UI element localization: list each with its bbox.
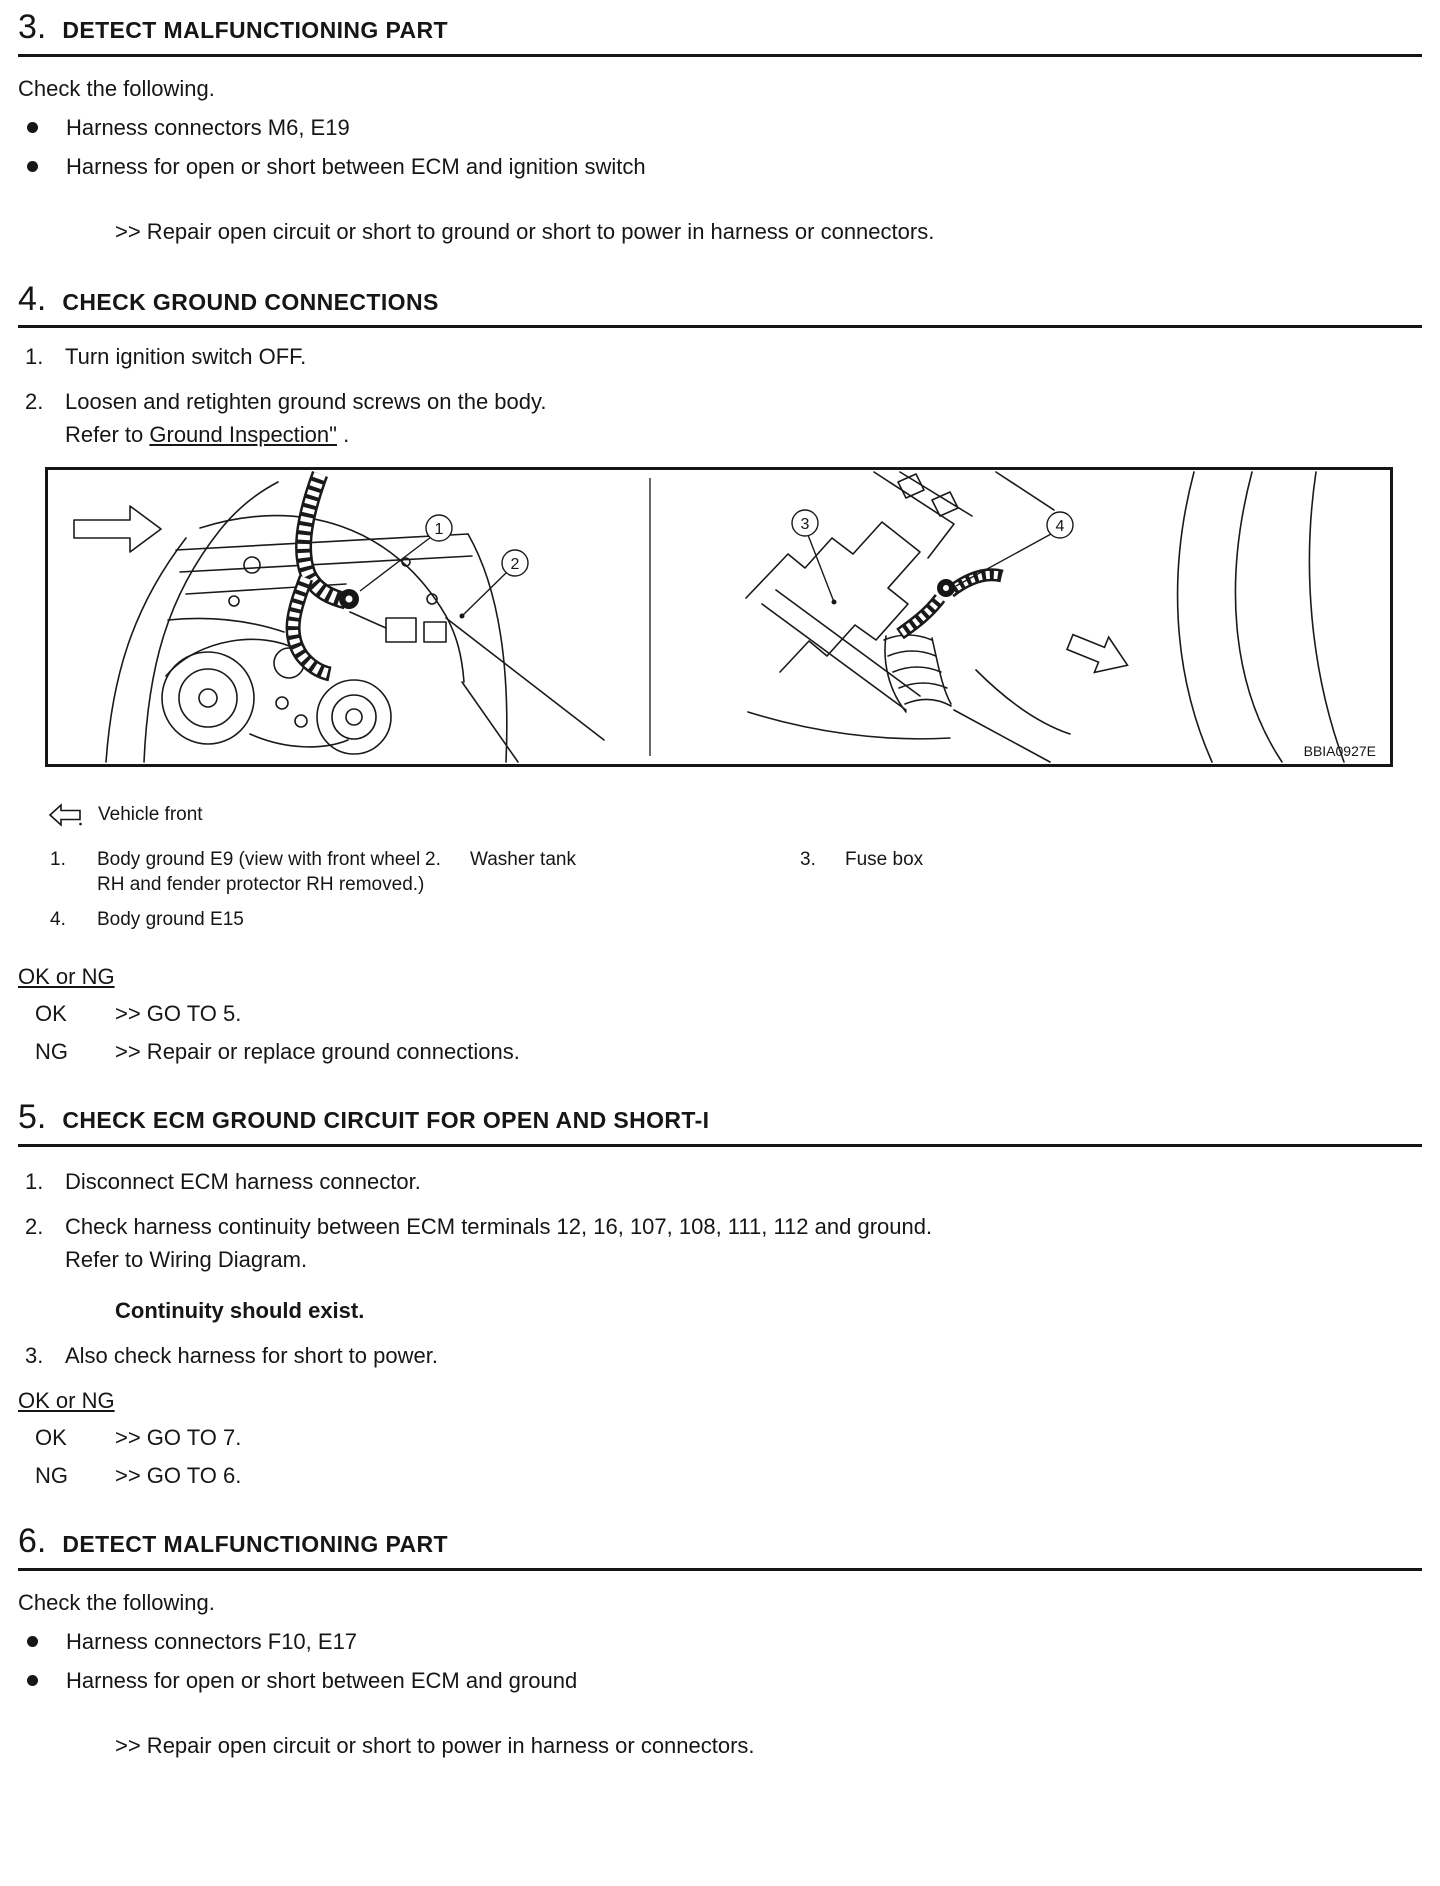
ground-inspection-link[interactable]: Ground Inspection": [149, 422, 337, 448]
legend-number: 2.: [425, 849, 441, 871]
numbered-item: [18, 340, 1422, 373]
ok-or-ng-label: OK or NG: [18, 964, 115, 990]
numbered-item: [18, 1210, 1422, 1276]
item-number: 2.: [25, 389, 44, 415]
step-number: 3.: [18, 8, 47, 46]
emphasis-text: Continuity should exist.: [115, 1298, 365, 1324]
numbered-item: [18, 385, 1422, 451]
figure-callout-3: 3: [800, 516, 810, 534]
ground-location-figure: [45, 467, 1393, 767]
step-title: DETECT MALFUNCTIONING PART: [62, 1531, 448, 1558]
figure-illustration: [48, 470, 1390, 764]
item-number: 2.: [25, 1214, 44, 1240]
step-4-section: [18, 279, 1422, 1067]
section-rule: [18, 1144, 1422, 1147]
direction-arrow-icon: [1063, 625, 1135, 683]
step-title: DETECT MALFUNCTIONING PART: [62, 17, 448, 43]
result-text: >> GO TO 5.: [115, 1001, 242, 1027]
result-text: >> GO TO 6.: [115, 1463, 242, 1489]
bullet-item: [18, 1625, 1422, 1658]
result-label: OK: [35, 1425, 67, 1451]
legend-number: 4.: [50, 909, 66, 931]
action-text: >> Repair open circuit or short to ground or short to power in harness or connectors.: [115, 218, 935, 244]
bullet-icon: [27, 1636, 38, 1647]
item-text: [65, 385, 546, 451]
result-label: NG: [35, 1463, 68, 1489]
step-5-header: [18, 1100, 1422, 1136]
legend-text: Washer tank: [470, 849, 576, 871]
step-number: 4.: [18, 279, 47, 318]
item-number: 1.: [25, 344, 44, 370]
item-number: 3.: [25, 1343, 44, 1369]
legend-number: 1.: [50, 849, 66, 871]
legend-text: Body ground E9 (view with front wheel RH and fender protector RH removed.): [97, 849, 425, 896]
result-row: [18, 1461, 1422, 1490]
bullet-item: [18, 1664, 1422, 1697]
item-number: 1.: [25, 1169, 44, 1195]
step-3-section: [18, 10, 1422, 248]
action-text: >> Repair open circuit or short to power in harness or connectors.: [115, 1732, 755, 1758]
item-text: [65, 1210, 932, 1276]
intro-text: Check the following.: [18, 1589, 215, 1615]
bullet-text: Harness connectors F10, E17: [66, 1628, 358, 1654]
bullet-item: [18, 111, 1422, 144]
figure-callout-4: 4: [1055, 518, 1065, 536]
step-5-section: [18, 1100, 1422, 1490]
legend-text: Body ground E15: [97, 909, 244, 931]
step-3-header: [18, 10, 1422, 46]
numbered-item: [18, 1165, 1422, 1198]
item-text-line1: Check harness continuity between ECM terminals 12, 16, 107, 108, 111, 112 and ground.: [65, 1214, 933, 1240]
item-text: Turn ignition switch OFF.: [65, 344, 307, 370]
legend-number: 3.: [800, 849, 816, 871]
result-text: >> GO TO 7.: [115, 1425, 242, 1451]
result-row: [18, 999, 1422, 1028]
item-text-line1: Loosen and retighten ground screws on the body.: [65, 389, 547, 415]
result-row: [18, 1423, 1422, 1452]
bullet-icon: [27, 1675, 38, 1686]
direction-arrow-icon: [74, 506, 161, 552]
item-text: Also check harness for short to power.: [65, 1343, 438, 1369]
item-text-line2: Refer to Wiring Diagram.: [65, 1247, 308, 1273]
result-row: [18, 1037, 1422, 1066]
ok-or-ng-label: OK or NG: [18, 1388, 115, 1414]
refer-suffix: .: [336, 422, 350, 448]
legend-text: Fuse box: [845, 849, 924, 871]
step-title: CHECK ECM GROUND CIRCUIT FOR OPEN AND SHORT-I: [62, 1107, 710, 1134]
figure-code-label: BBIA0927E: [1303, 743, 1376, 760]
step-6-section: [18, 1524, 1422, 1762]
result-text: >> Repair or replace ground connections.: [115, 1039, 520, 1065]
numbered-item: [18, 1339, 1422, 1372]
result-label: OK: [35, 1001, 67, 1027]
vehicle-front-arrow-icon: [48, 803, 82, 827]
vehicle-front-label: Vehicle front: [98, 804, 203, 826]
intro-text: Check the following.: [18, 75, 215, 101]
result-label: NG: [35, 1039, 68, 1065]
section-rule: [18, 1568, 1422, 1571]
bullet-icon: [27, 161, 38, 172]
refer-prefix: Refer to: [65, 422, 150, 448]
bullet-item: [18, 150, 1422, 183]
section-rule: [18, 54, 1422, 57]
bullet-text: Harness connectors M6, E19: [66, 114, 350, 140]
bullet-text: Harness for open or short between ECM and ignition switch: [66, 153, 646, 179]
bullet-text: Harness for open or short between ECM and ground: [66, 1667, 578, 1693]
figure-legend: [50, 847, 1422, 932]
item-text: Disconnect ECM harness connector.: [65, 1169, 421, 1195]
step-4-header: [18, 279, 1422, 318]
figure-callout-1: 1: [434, 521, 444, 539]
figure-callout-2: 2: [510, 556, 520, 574]
step-title: CHECK GROUND CONNECTIONS: [62, 288, 439, 315]
section-rule: [18, 325, 1422, 328]
vehicle-front-key: [48, 803, 1422, 827]
step-number: 5.: [18, 1098, 47, 1137]
step-6-header: [18, 1524, 1422, 1560]
step-number: 6.: [18, 1522, 47, 1561]
bullet-icon: [27, 122, 38, 133]
